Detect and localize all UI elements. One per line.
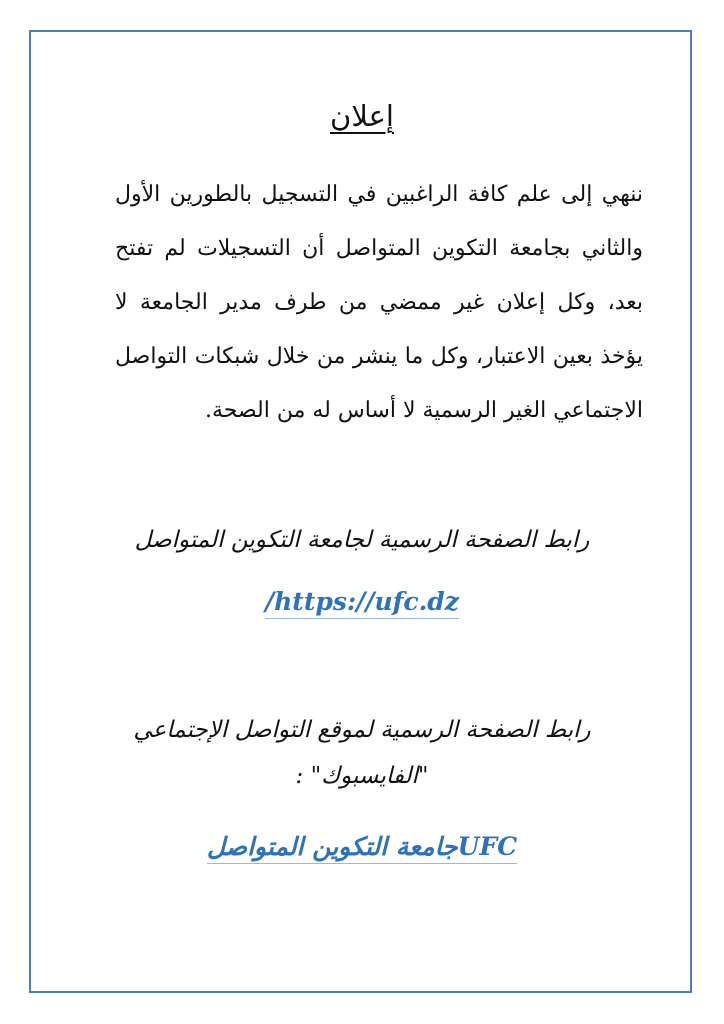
facebook-link[interactable] [0, 830, 724, 864]
facebook-link-text[interactable]: UFCجامعة التكوين المتواصل [207, 832, 517, 864]
website-link[interactable] [0, 585, 724, 619]
website-label: رابط الصفحة الرسمية لجامعة التكوين المتواصل [134, 527, 590, 553]
announcement-title-text: إعلان [330, 99, 394, 133]
announcement-title [0, 96, 724, 136]
facebook-label-line1: رابط الصفحة الرسمية لموقع التواصل الإجتماعي [133, 717, 591, 743]
facebook-label-line2: "الفايسبوك" : [295, 763, 429, 789]
announcement-body: ننهي إلى علم كافة الراغبين في التسجيل بالطورين الأول والثاني بجامعة التكوين المتواصل أن التسجيلات لم تفتح بعد، وكل إعلان غير ممضي من طرف مدير الجامعة لا يؤخذ بعين الاعتبار، وكل ما ينشر من خلال شبكات التواصل الاجتماعي الغير الرسمية لا أساس له من الصحة. [115, 182, 643, 423]
website-link-text[interactable]: /https://ufc.dz [265, 587, 459, 619]
